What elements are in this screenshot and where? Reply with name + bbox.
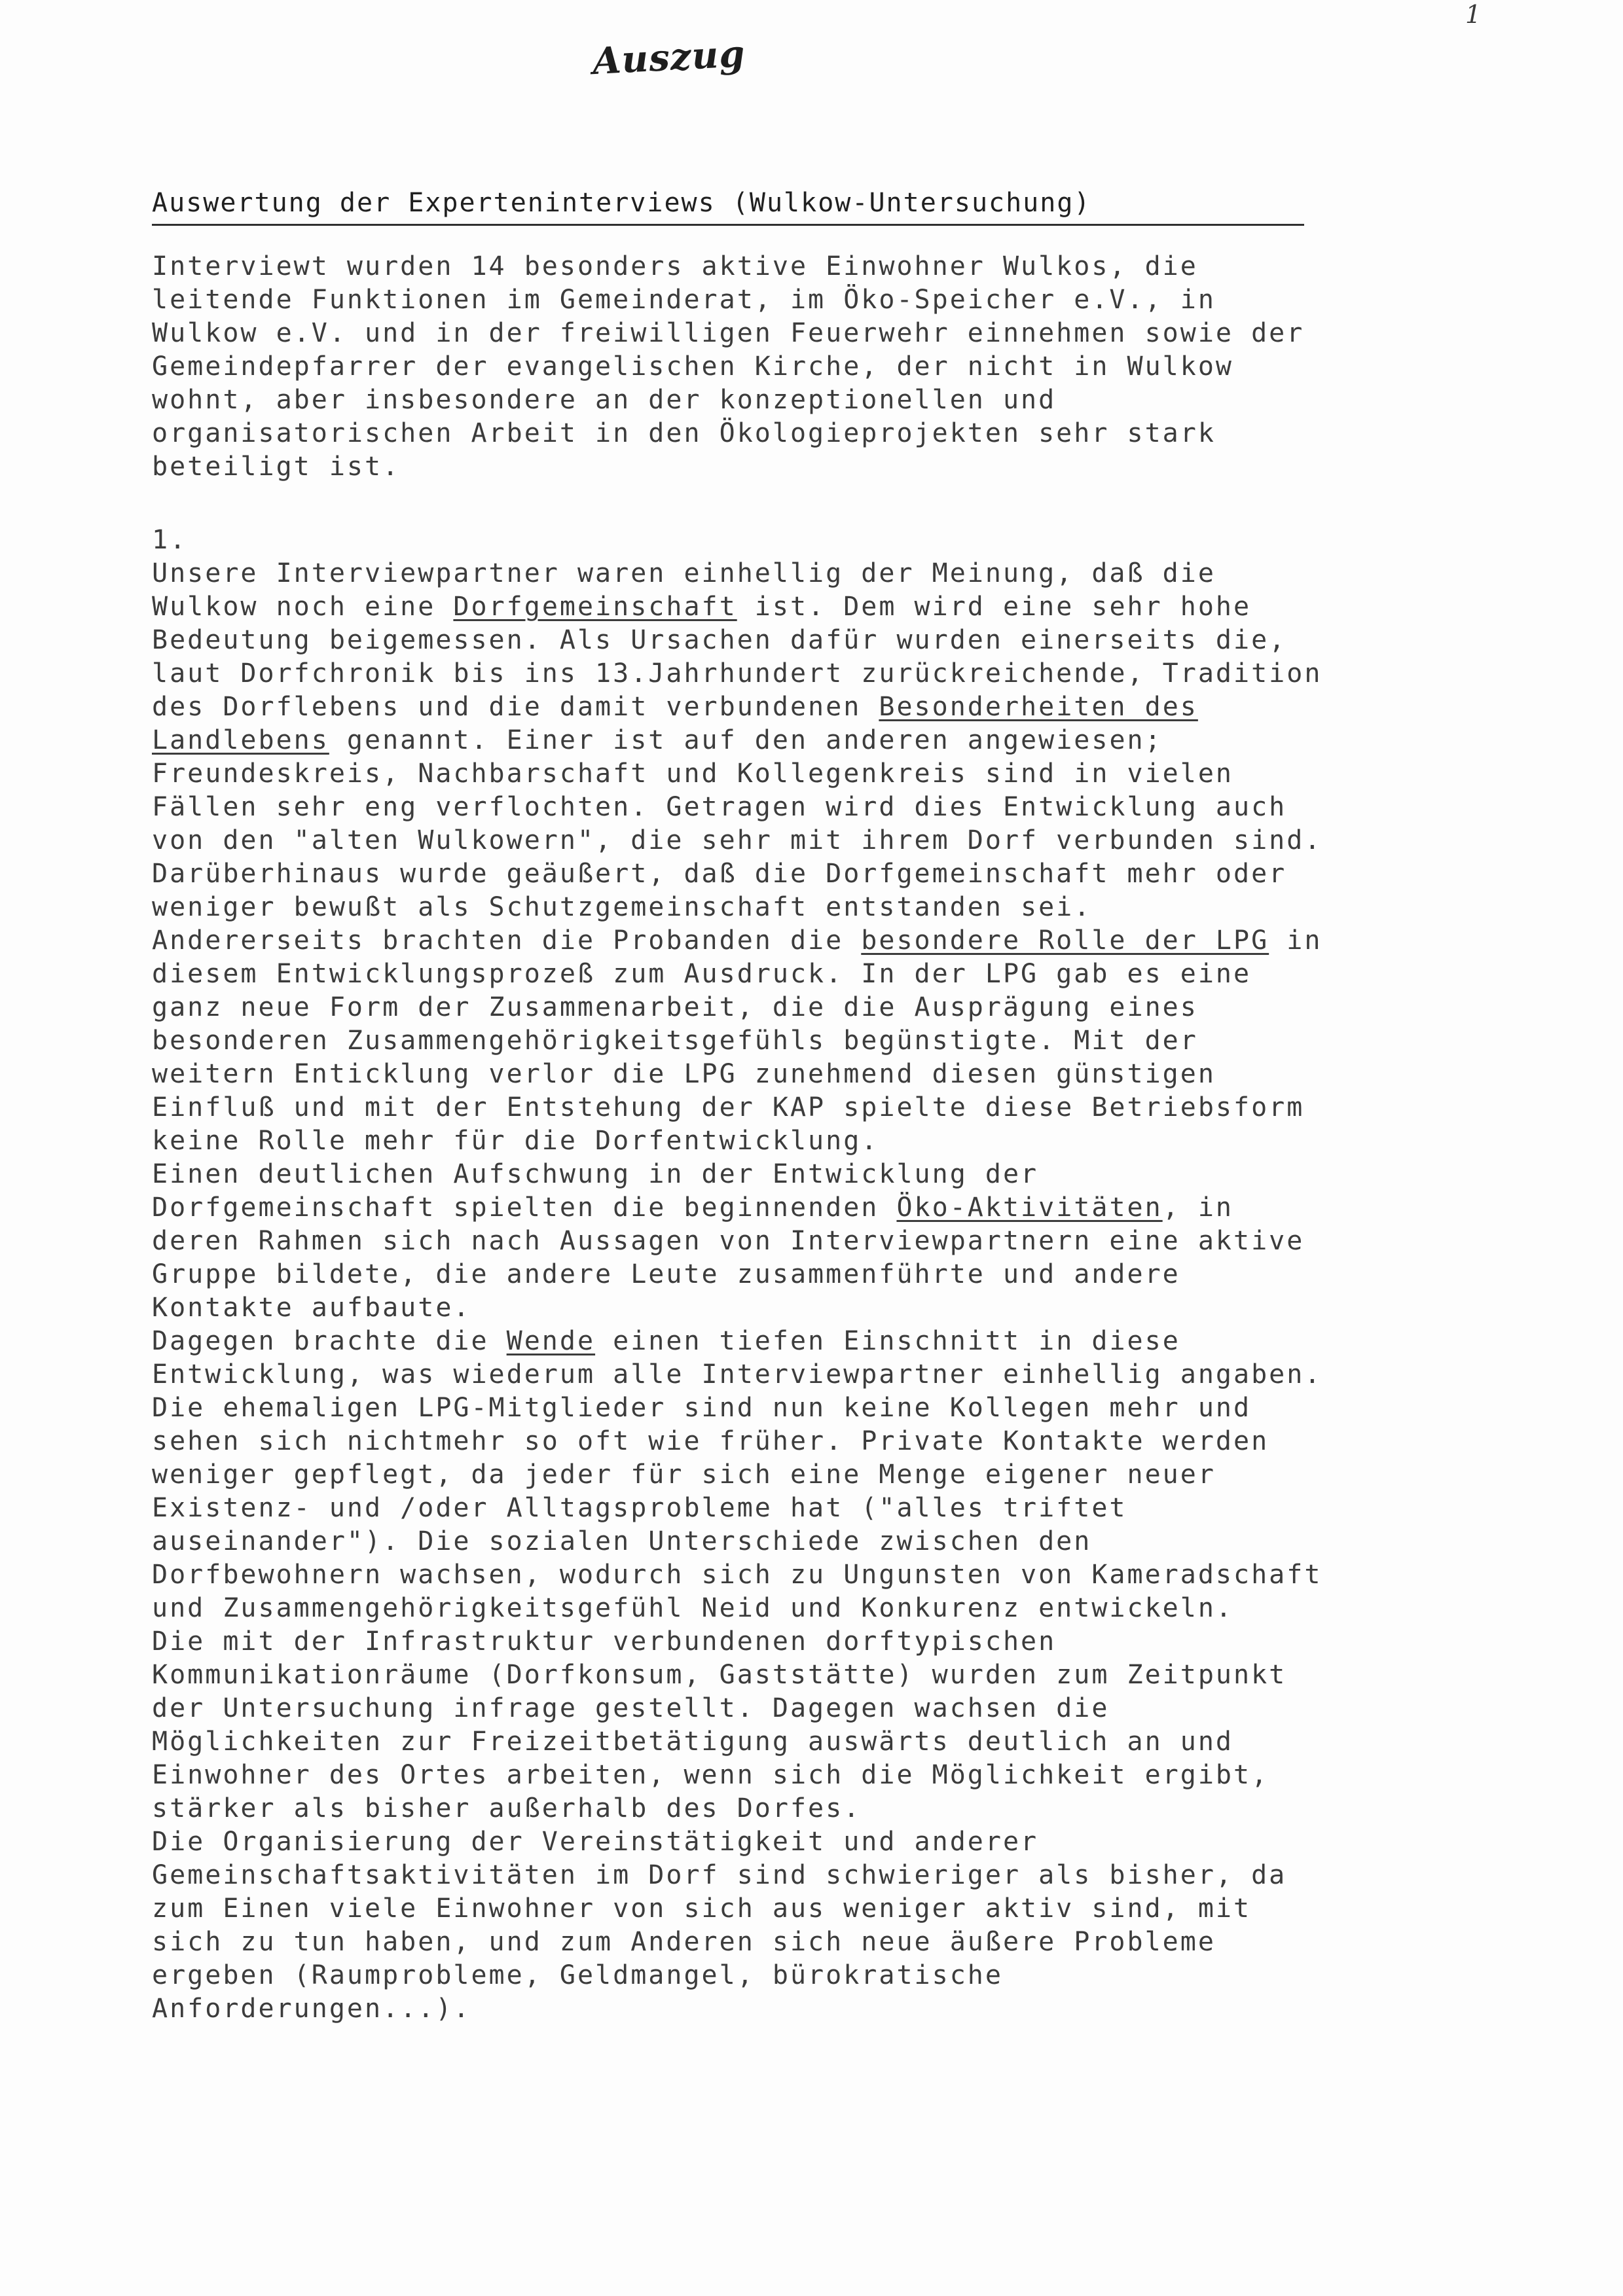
section-line: von den "alten Wulkowern", die sehr mit ihrem Dorf verbunden sind. <box>152 825 1322 855</box>
section-line <box>152 691 1487 724</box>
intro-line: beteiligt ist. <box>152 452 401 482</box>
section-line: weitern Enticklung verlor die LPG zunehmend diesen günstigen <box>152 1059 1216 1089</box>
intro-line: Interviewt wurden 14 besonders aktive Einwohner Wulkos, die <box>152 251 1198 281</box>
underlined-term: Landlebens <box>152 725 329 755</box>
intro-line: organisatorischen Arbeit in den Ökologieprojekten sehr stark <box>152 418 1216 448</box>
intro-line: Gemeindepfarrer der evangelischen Kirche, der nicht in Wulkow <box>152 351 1234 382</box>
section-line: besonderen Zusammengehörigkeitsgefühls begünstigte. Mit der <box>152 1026 1198 1056</box>
section-line: Die Organisierung der Vereinstätigkeit und anderer <box>152 1827 1039 1857</box>
intro-line: leitende Funktionen im Gemeinderat, im Öko-Speicher e.V., in <box>152 285 1216 315</box>
text-segment: Dagegen brachte die <box>152 1326 507 1356</box>
section-1 <box>152 524 1487 2026</box>
section-line: Die ehemaligen LPG-Mitglieder sind nun keine Kollegen mehr und <box>152 1393 1252 1423</box>
intro-paragraph <box>152 250 1487 484</box>
underlined-term: Öko-Aktivitäten <box>896 1193 1163 1223</box>
section-line: stärker als bisher außerhalb des Dorfes. <box>152 1793 862 1823</box>
section-line: ganz neue Form der Zusammenarbeit, die die Ausprägung eines <box>152 992 1198 1022</box>
text-segment: ist. Dem wird eine sehr hohe <box>737 592 1252 622</box>
section-line: Dorfbewohnern wachsen, wodurch sich zu Ungunsten von Kameradschaft <box>152 1560 1322 1590</box>
section-line: laut Dorfchronik bis ins 13.Jahrhundert zurückreichende, Tradition <box>152 658 1322 689</box>
text-segment: Andererseits brachten die Probanden die <box>152 925 862 956</box>
text-segment: einen tiefen Einschnitt in diese <box>595 1326 1180 1356</box>
section-line: Einfluß und mit der Entstehung der KAP spielte diese Betriebsform <box>152 1092 1305 1122</box>
section-line: sich zu tun haben, und zum Anderen sich neue äußere Probleme <box>152 1927 1216 1957</box>
section-line: Freundeskreis, Nachbarschaft und Kollegenkreis sind in vielen <box>152 759 1234 789</box>
section-line: Kommunikationräume (Dorfkonsum, Gaststätte) wurden zum Zeitpunkt <box>152 1660 1287 1690</box>
section-line <box>152 590 1487 624</box>
section-line: Einwohner des Ortes arbeiten, wenn sich die Möglichkeit ergibt, <box>152 1760 1269 1790</box>
section-line: und Zusammengehörigkeitsgefühl Neid und Konkurenz entwickeln. <box>152 1593 1234 1623</box>
section-line: Gemeinschaftsaktivitäten im Dorf sind schwieriger als bisher, da <box>152 1860 1287 1890</box>
underlined-term: Wende <box>506 1326 596 1356</box>
section-line: ergeben (Raumprobleme, Geldmangel, bürokratische <box>152 1960 1003 1990</box>
section-line: Entwicklung, was wiederum alle Interviewpartner einhellig angaben. <box>152 1359 1322 1390</box>
section-line: sehen sich nichtmehr so oft wie früher. Private Kontakte werden <box>152 1426 1269 1456</box>
handwritten-note: Auszug <box>591 31 746 84</box>
underlined-term: Besonderheiten des <box>879 692 1198 722</box>
section-line: Möglichkeiten zur Freizeitbetätigung auswärts deutlich an und <box>152 1727 1234 1757</box>
section-line: Gruppe bildete, die andere Leute zusammenführte und andere <box>152 1259 1180 1289</box>
underlined-term: besondere Rolle der LPG <box>861 925 1269 956</box>
section-line: zum Einen viele Einwohner von sich aus weniger aktiv sind, mit <box>152 1893 1252 1924</box>
section-line: weniger bewußt als Schutzgemeinschaft entstanden sei. <box>152 892 1092 922</box>
text-segment: des Dorflebens und die damit verbundenen <box>152 692 879 722</box>
section-line: Kontakte aufbaute. <box>152 1293 471 1323</box>
section-line: Darüberhinaus wurde geäußert, daß die Dorfgemeinschaft mehr oder <box>152 859 1287 889</box>
section-line <box>152 1325 1487 1358</box>
section-line: keine Rolle mehr für die Dorfentwicklung. <box>152 1126 879 1156</box>
text-segment: Wulkow noch eine <box>152 592 454 622</box>
section-line: Fällen sehr eng verflochten. Getragen wird dies Entwicklung auch <box>152 792 1287 822</box>
section-line: Anforderungen...). <box>152 1994 471 2024</box>
section-line <box>152 724 1487 757</box>
section-line: der Untersuchung infrage gestellt. Dagegen wachsen die <box>152 1693 1110 1723</box>
text-segment: , in <box>1162 1193 1234 1223</box>
section-line: Unsere Interviewpartner waren einhellig der Meinung, daß die <box>152 558 1216 588</box>
intro-line: wohnt, aber insbesondere an der konzeptionellen und <box>152 385 1057 415</box>
section-line: diesem Entwicklungsprozeß zum Ausdruck. In der LPG gab es eine <box>152 959 1252 989</box>
text-segment: Dorfgemeinschaft spielten die beginnenden <box>152 1193 897 1223</box>
page-number: 1 <box>1465 0 1482 29</box>
section-line: deren Rahmen sich nach Aussagen von Interviewpartnern eine aktive <box>152 1226 1305 1256</box>
section-line: Einen deutlichen Aufschwung in der Entwicklung der <box>152 1159 1039 1189</box>
document-title: Auswertung der Experteninterviews (Wulkow-Untersuchung) <box>152 185 1304 226</box>
section-number: 1. <box>152 525 188 555</box>
text-segment: genannt. Einer ist auf den anderen angewiesen; <box>329 725 1163 755</box>
text-segment: in <box>1269 925 1322 956</box>
section-line <box>152 924 1487 958</box>
intro-line: Wulkow e.V. und in der freiwilligen Feuerwehr einnehmen sowie der <box>152 318 1305 348</box>
section-line: Existenz- und /oder Alltagsprobleme hat ("alles triftet <box>152 1493 1127 1523</box>
section-line <box>152 1191 1487 1225</box>
section-line: Bedeutung beigemessen. Als Ursachen dafür wurden einerseits die, <box>152 625 1287 655</box>
underlined-term: Dorfgemeinschaft <box>453 592 737 622</box>
section-line: Die mit der Infrastruktur verbundenen dorftypischen <box>152 1626 1057 1657</box>
section-line: auseinander"). Die sozialen Unterschiede zwischen den <box>152 1526 1092 1556</box>
section-line: weniger gepflegt, da jeder für sich eine Menge eigener neuer <box>152 1460 1216 1490</box>
